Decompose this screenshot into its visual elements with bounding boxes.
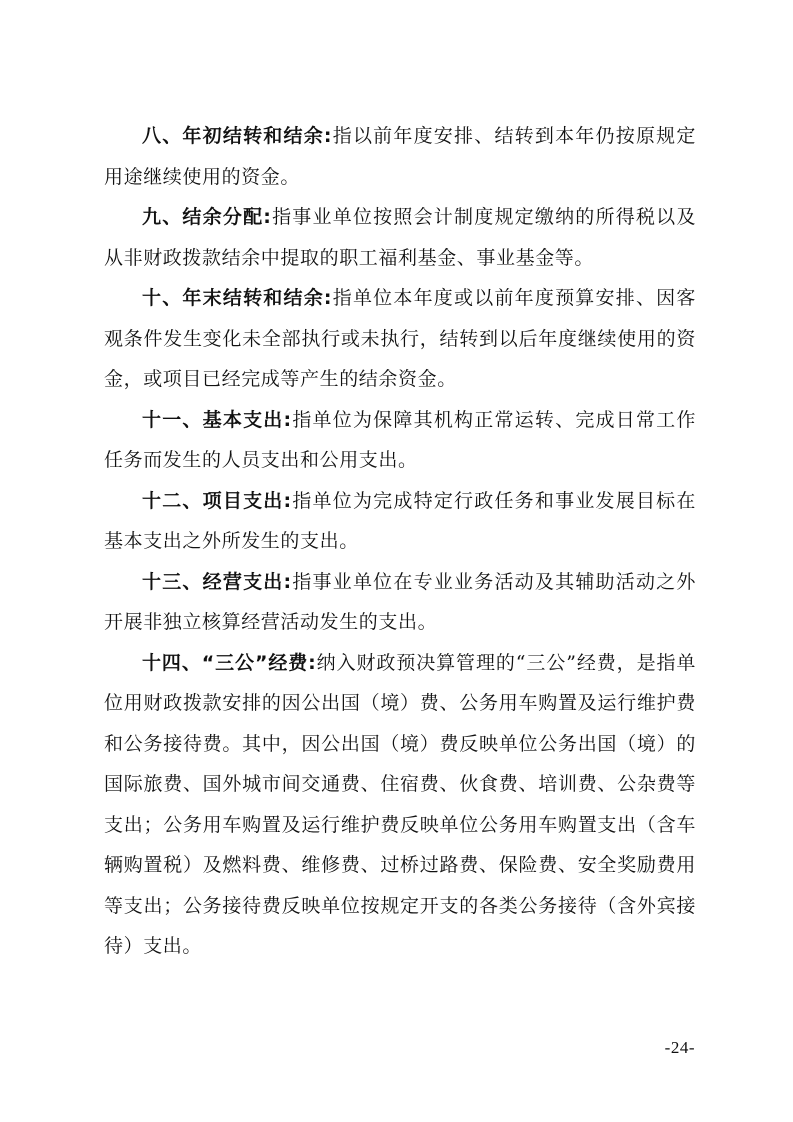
definition-paragraph-10 (104, 278, 696, 400)
definition-term: 九、结余分配: (142, 206, 272, 228)
definition-term: 十二、项目支出: (142, 489, 292, 512)
definition-term: 十一、基本支出: (142, 408, 292, 431)
definition-body: 指单位为保障其机构正常运转、完成日常工作任务而发生的人员支出和公用支出。 (104, 408, 696, 471)
definition-body: 指单位为完成特定行政任务和事业发展目标在基本支出之外所发生的支出。 (104, 489, 696, 552)
definition-paragraph-9 (104, 197, 696, 278)
definition-paragraph-8 (104, 116, 696, 197)
definition-body: 指单位本年度或以前年度预算安排、因客观条件发生变化未全部执行或未执行，结转到以后年度继续使用的资金，或项目已经完成等产生的结余资金。 (104, 287, 696, 390)
definition-term: 十三、经营支出: (142, 570, 292, 593)
definition-body: 指事业单位在专业业务活动及其辅助活动之外开展非独立核算经营活动发生的支出。 (104, 570, 696, 633)
definition-paragraph-11 (104, 400, 696, 481)
definition-term: 十四、“三公”经费: (142, 651, 317, 674)
definition-body: 指以前年度安排、结转到本年仍按原规定用途继续使用的资金。 (104, 125, 696, 188)
definition-paragraph-12 (104, 481, 696, 562)
definition-term: 十、年末结转和结余: (142, 287, 333, 309)
definition-term: 八、年初结转和结余: (142, 125, 333, 147)
definition-paragraph-14 (104, 643, 696, 967)
definition-body: 指事业单位按照会计制度规定缴纳的所得税以及从非财政拨款结余中提取的职工福利基金、事业基金等。 (104, 206, 696, 269)
definition-paragraph-13 (104, 562, 696, 643)
document-body (104, 116, 696, 967)
page-number: -24- (664, 1038, 695, 1057)
definition-body: 纳入财政预决算管理的“三公”经费，是指单位用财政拨款安排的因公出国（境）费、公务用车购置及运行维护费和公务接待费。其中，因公出国（境）费反映单位公务出国（境）的国际旅费、国外城市间交通费、住宿费、伙食费、培训费、公杂费等支出；公务用车购置及运行维护费反映单位公务用车购置支出（含车辆购置税）及燃料费、维修费、过桥过路费、保险费、安全奖励费用等支出；公务接待费反映单位按规定开支的各类公务接待（含外宾接待）支出。 (104, 651, 696, 957)
